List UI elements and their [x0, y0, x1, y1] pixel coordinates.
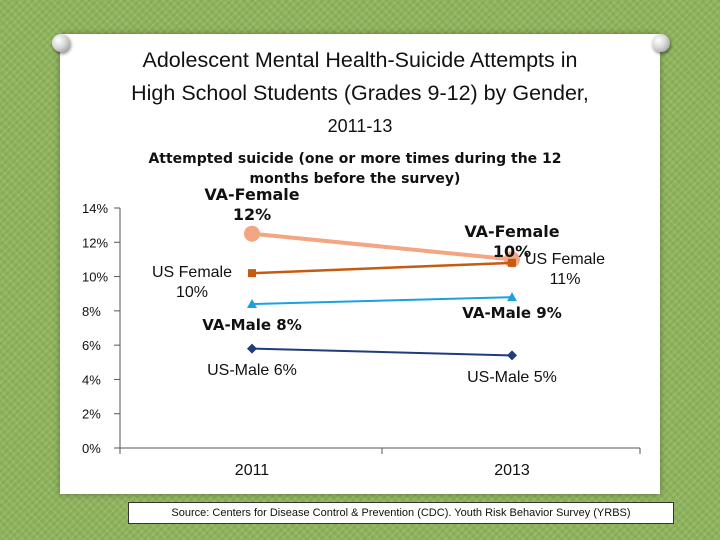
y-tick-label: 6%	[82, 338, 101, 354]
data-labels	[152, 185, 605, 386]
chart-title-line-1: Attempted suicide (one or more times during the 12	[148, 151, 562, 167]
us_female-label-2013: US Female	[524, 251, 606, 268]
y-tick-label: 14%	[82, 201, 109, 216]
chart-title-line-2: months before the survey)	[249, 171, 461, 187]
y-tick-label: 0%	[82, 441, 101, 456]
va_female-label-2013: 10%	[492, 242, 532, 261]
y-tick-label: 12%	[82, 235, 109, 251]
us_female-label-2011: 10%	[175, 284, 209, 301]
va_female-label-2011: VA-Female	[204, 185, 300, 204]
slide-subtitle: 2011-13	[327, 116, 393, 136]
us_female-label-2013: 11%	[549, 271, 581, 288]
va_female-point-2011	[244, 226, 260, 242]
va_male-label-2011: VA-Male 8%	[202, 316, 302, 334]
y-axis-ticks	[82, 201, 120, 456]
slide-title-line-2: High School Students (Grades 9-12) by Gender,	[131, 81, 589, 105]
x-tick-label: 2011	[234, 462, 270, 479]
us_male-point-2013	[507, 350, 517, 360]
va_male-line	[252, 297, 512, 304]
us_male-label-2013: US-Male 5%	[467, 369, 557, 386]
us_male-line	[252, 349, 512, 356]
slide-title-line-1: Adolescent Mental Health-Suicide Attempts in	[142, 48, 578, 72]
x-axis-ticks	[120, 448, 640, 479]
us_female-point-2011	[248, 269, 256, 277]
y-tick-label: 4%	[82, 372, 101, 388]
us_male-point-2011	[247, 344, 257, 354]
y-tick-label: 2%	[82, 406, 101, 422]
va_female-label-2011: 12%	[232, 205, 272, 224]
us_female-line	[252, 263, 512, 273]
series-layer	[244, 226, 520, 361]
us_male-label-2011: US-Male 6%	[207, 362, 297, 379]
va_male-label-2013: VA-Male 9%	[462, 304, 562, 322]
y-tick-label: 10%	[82, 269, 109, 285]
va_female-label-2013: VA-Female	[464, 222, 560, 241]
us_female-label-2011: US Female	[151, 264, 233, 281]
x-tick-label: 2013	[494, 462, 530, 479]
source-note: Source: Centers for Disease Control & Prevention (CDC). Youth Risk Behavior Survey (YRBS)	[128, 502, 674, 524]
y-tick-label: 8%	[82, 303, 101, 319]
